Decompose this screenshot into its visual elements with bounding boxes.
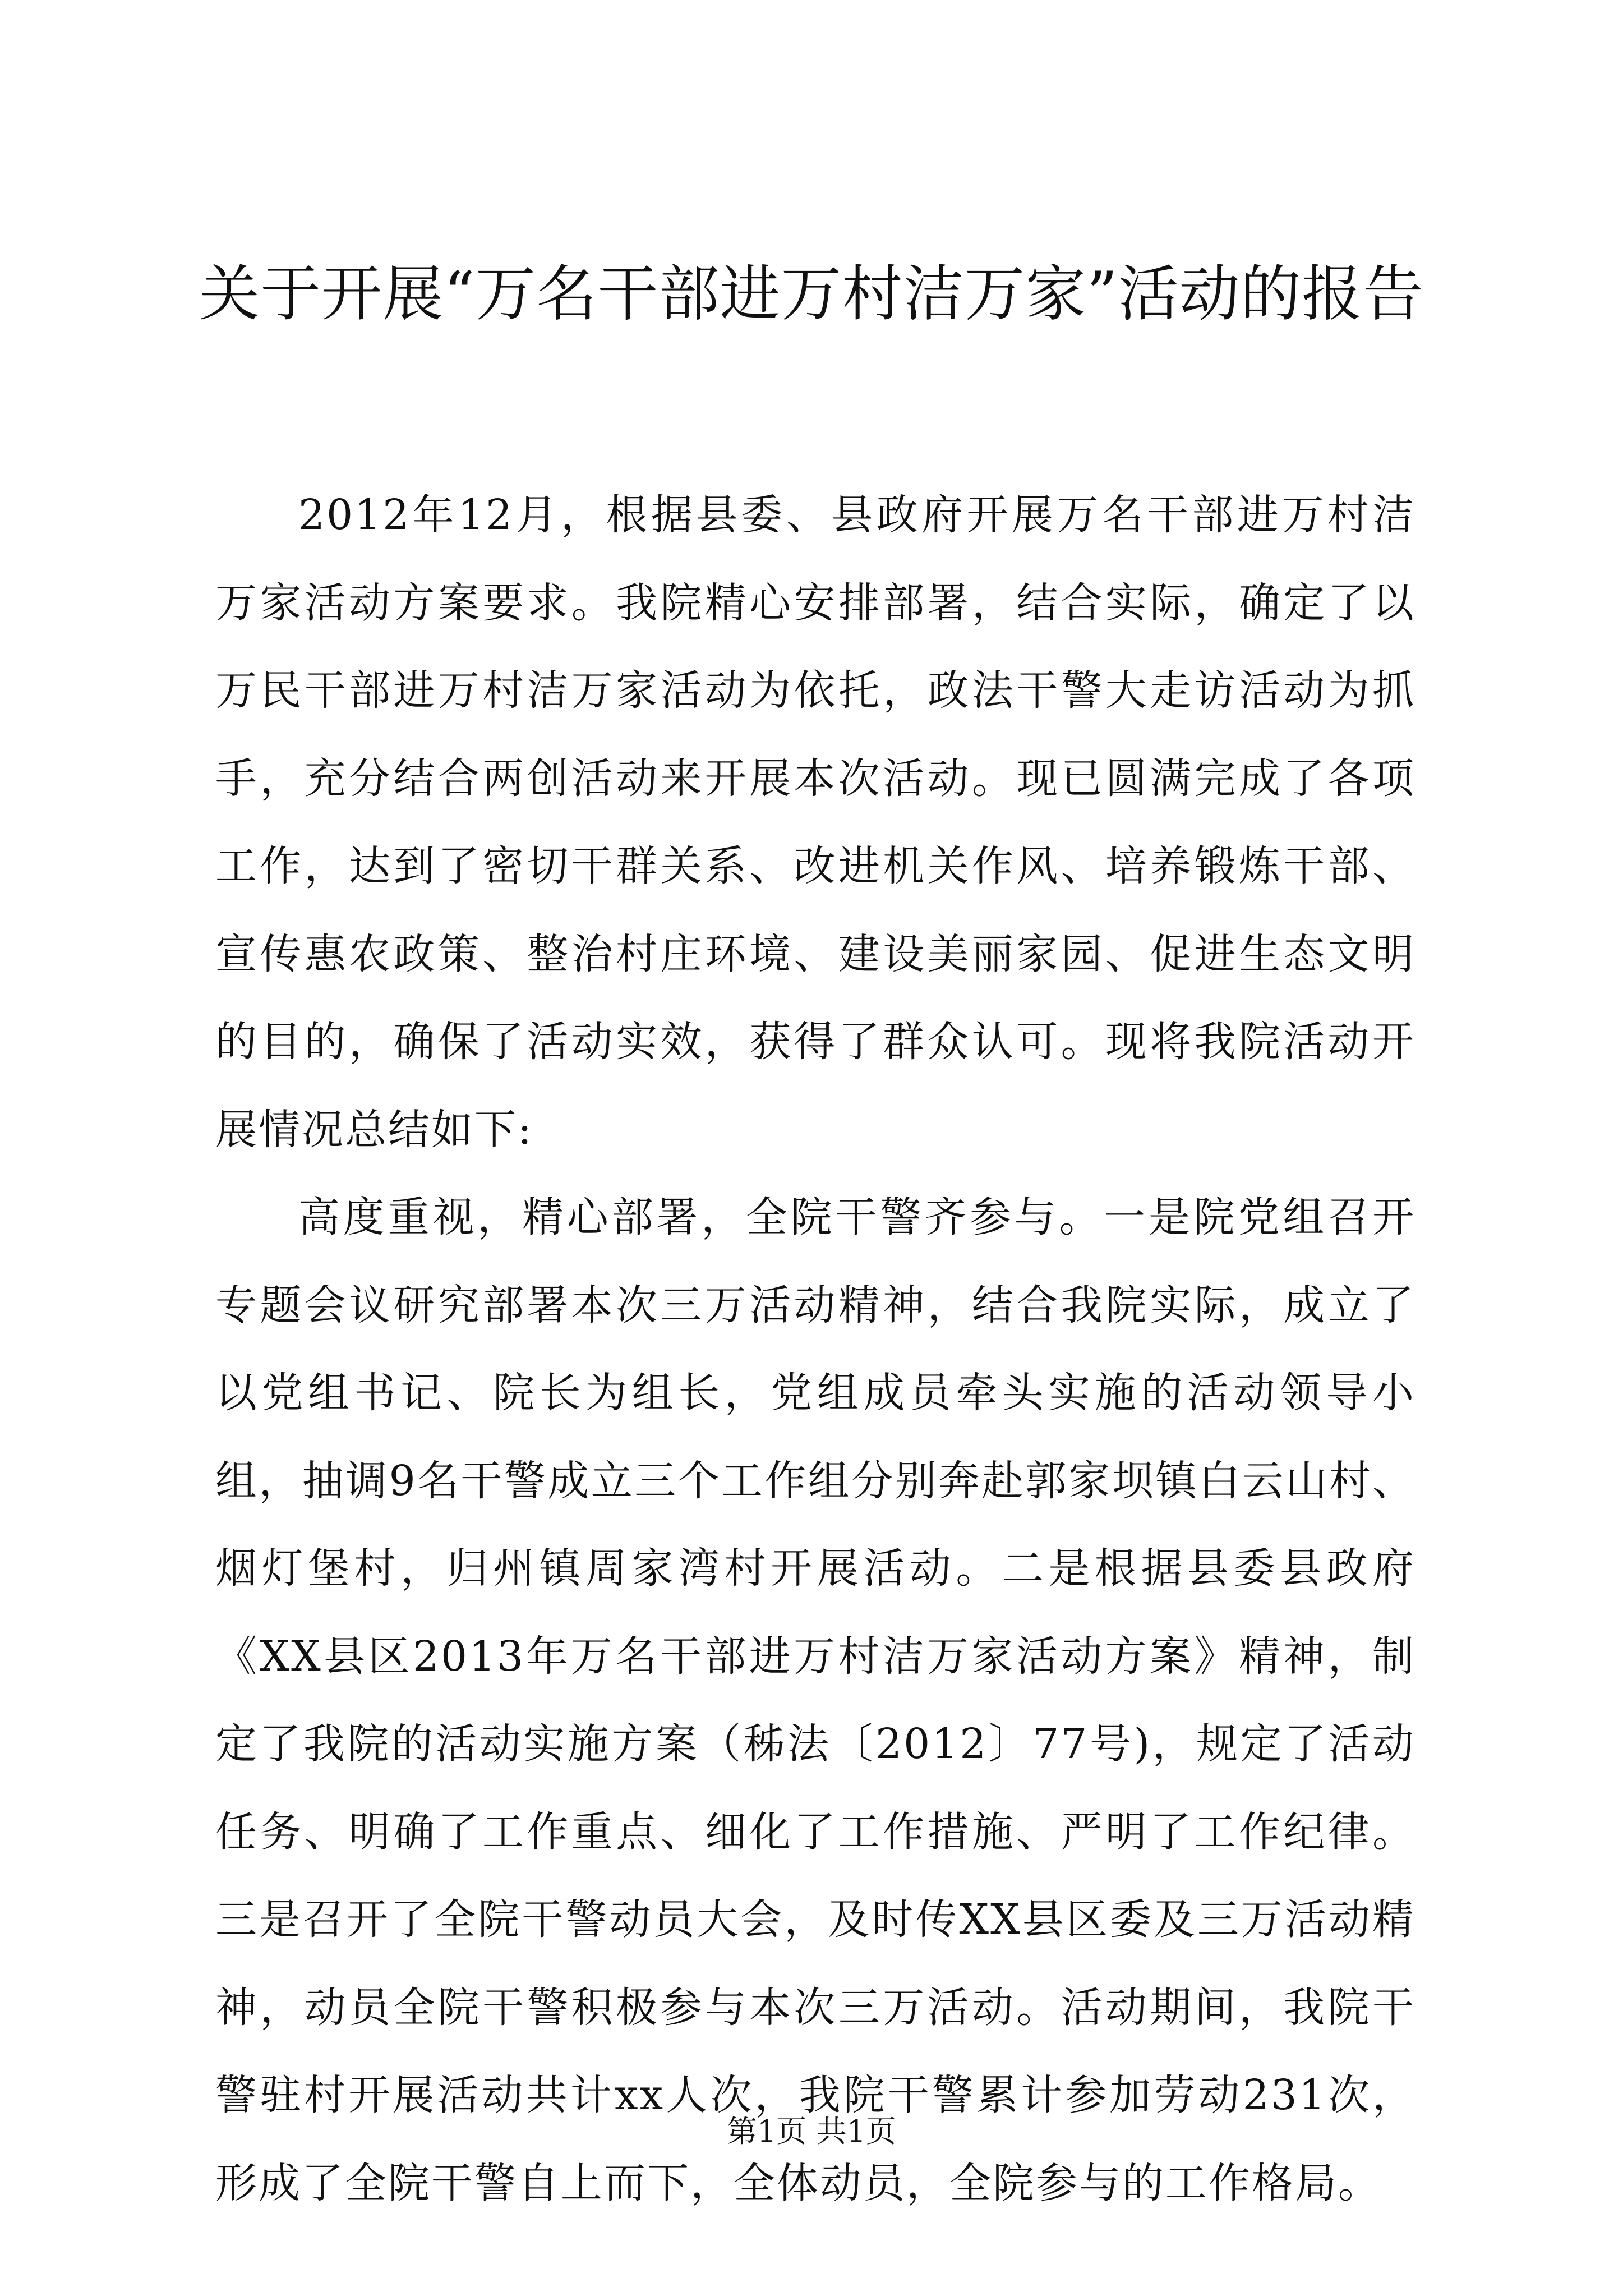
document-body [215,471,1415,2227]
document-title: 关于开展“万名干部进万村洁万家”活动的报告 [199,259,1424,329]
page-footer: 第1页 共1页 [727,2114,896,2149]
paragraph-1: 2012年12月，根据县委、县政府开展万名干部进万村洁万家活动方案要求。我院精心安排部署，结合实际，确定了以万民干部进万村洁万家活动为依托，政法干警大走访活动为抓手，充分结合两创活动来开展本次活动。现已圆满完成了各项工作，达到了密切干群关系、改进机关作风、培养锻炼干部、宣传惠农政策、整治村庄环境、建设美丽家园、促进生态文明的目的，确保了活动实效，获得了群众认可。现将我院活动开展情况总结如下: [215,491,1415,1154]
paragraph-2: 高度重视，精心部署，全院干警齐参与。一是院党组召开专题会议研究部署本次三万活动精神，结合我院实际，成立了以党组书记、院长为组长，党组成员牵头实施的活动领导小组，抽调9名干警成立三个工作组分别奔赴郭家坝镇白云山村、烟灯堡村，归州镇周家湾村开展活动。二是根据县委县政府《XX县区2013年万名干部进万村洁万家活动方案》精神，制定了我院的活动实施方案（秭法〔2012〕77号)，规定了活动任务、明确了工作重点、细化了工作措施、严明了工作纪律。三是召开了全院干警动员大会，及时传XX县区委及三万活动精神，动员全院干警积极参与本次三万活动。活动期间，我院干警驻村开展活动共计xx人次，我院干警累计参加劳动231次，形成了全院干警自上而下，全体动员，全院参与的工作格局。 [215,1193,1415,2207]
